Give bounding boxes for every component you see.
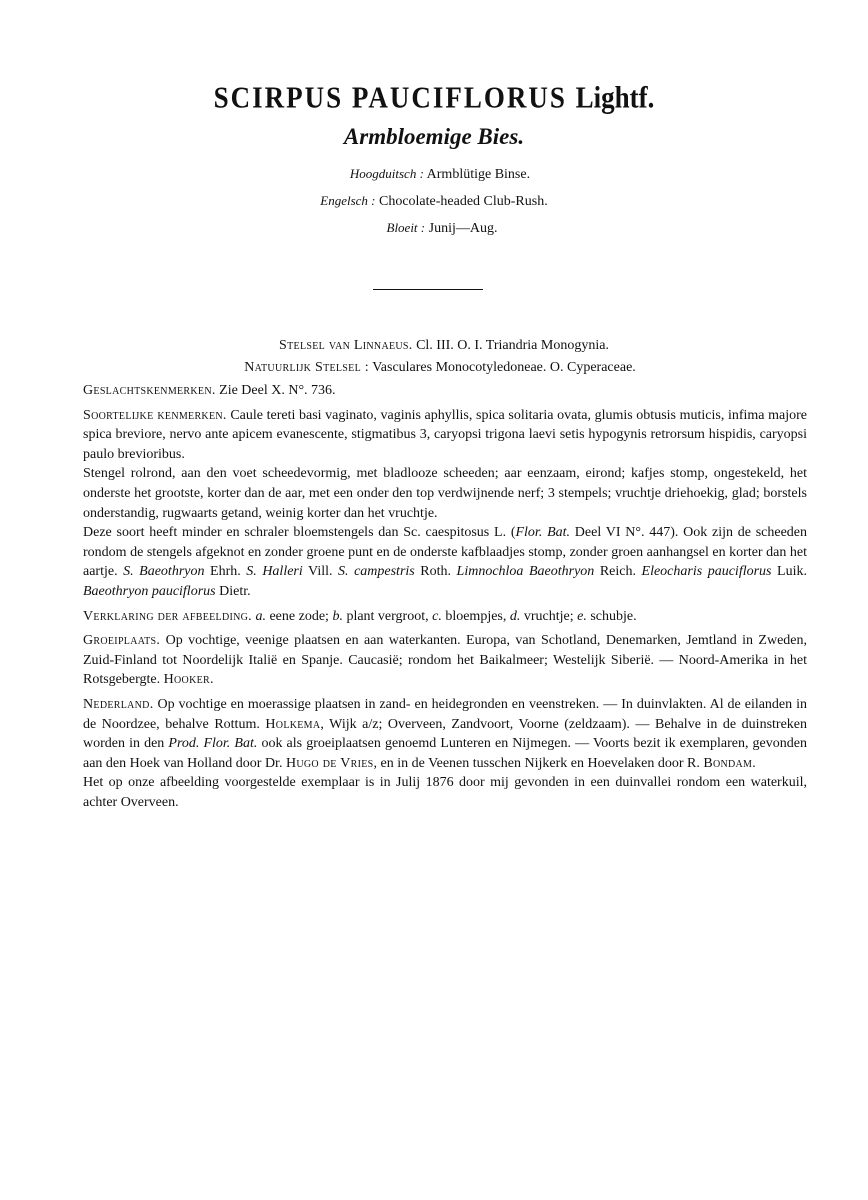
vernacular-english (0, 193, 868, 210)
genus-characters-label: Geslachtskenmerken. (83, 383, 216, 398)
stem-description (83, 464, 807, 523)
vernacular-german-label: Hoogduitsch : (349, 166, 424, 181)
natural-system (0, 360, 868, 376)
netherlands-text-1: Op vochtige en moerassige plaatsen in zand- en heidegronden en veenstreken. — In duinvlakten. Al de eilanden in de Noordzee, behalve Rottum. (83, 696, 807, 732)
genus-characters-text: Zie Deel X. N°. 736. (219, 383, 336, 398)
synonym-4: Limnochloa Baeothryon (456, 564, 595, 580)
comparison-text-1: Deze soort heeft minder en schraler bloemstengels dan Sc. caespitosus L. ( (83, 525, 516, 541)
figure-key-c-text: bloempjes, (441, 608, 510, 624)
linnaeus-system (0, 338, 868, 354)
figure-key-a-text: eene zode; (265, 608, 333, 624)
synonym-2: S. Halleri (246, 564, 303, 580)
netherlands-text-2: , Wijk a/z; Overveen, Zandvoort, Voorne (zeldzaam). — Behalve in de duinstreken worden in den (83, 716, 807, 752)
species-characters (83, 406, 807, 465)
vernacular-german (0, 166, 868, 183)
figure-key-b-text: plant vergroot, (342, 608, 433, 624)
species-name: SCIRPUS PAUCIFLORUS (213, 79, 567, 115)
figure-key-e: e. (577, 608, 587, 624)
synonym-5: Eleocharis pauciflorus (641, 564, 772, 580)
netherlands-source-bondam: Bondam. (703, 755, 757, 771)
vernacular-german-value: Armblütige Binse. (426, 167, 531, 182)
netherlands-text-4: , en in de Veenen tusschen Nijkerk en Hoevelaken door R. (373, 755, 704, 771)
figure-key-b: b. (332, 608, 343, 624)
habitat-source: Hooker. (163, 672, 214, 688)
figure-key-a: a. (255, 608, 266, 624)
synonym-6: Baeothryon pauciflorus (83, 583, 216, 599)
synonym-6-author: Dietr. (215, 583, 251, 599)
synonym-1: S. Baeothryon (123, 564, 205, 580)
species-characters-text: Caule tereti basi vaginato, vaginis aphyllis, spica solitaria ovata, glumis obtusis muticis, infima majore spica breviore, nervo ante apicem evanescente, stigmatibus 3, caryopsi trigona laevi setis hypogynis retrorsum hispidis, caryopsi paulo brevioribus. (83, 407, 807, 462)
prodromus-reference: Prod. Flor. Bat. (168, 736, 258, 752)
species-author: Lightf. (575, 79, 655, 115)
synonym-3: S. campestris (338, 564, 415, 580)
figure-key-c: c. (432, 608, 442, 624)
synonym-2-author: Vill. (302, 564, 339, 580)
flowering-value: Junij—Aug. (428, 221, 498, 236)
synonym-1-author: Ehrh. (204, 564, 247, 580)
flowering-label: Bloeit : (386, 220, 426, 235)
vernacular-english-value: Chocolate-headed Club-Rush. (378, 194, 548, 209)
figure-key-d-text: vruchtje; (520, 608, 578, 624)
natural-system-label: Natuurlijk Stelsel : (244, 360, 369, 375)
netherlands-label: Nederland. (83, 696, 154, 712)
divider-rule (373, 289, 483, 290)
page-subtitle: Armbloemige Bies. (343, 124, 525, 149)
figure-explanation (83, 607, 807, 627)
page-title (0, 80, 868, 116)
netherlands-source-holkema: Holkema (265, 716, 321, 732)
linnaeus-label: Stelsel van Linnaeus. (279, 338, 413, 353)
genus-characters (83, 381, 807, 401)
linnaeus-value: Cl. III. O. I. Triandria Monogynia. (416, 338, 609, 353)
habitat (83, 631, 807, 690)
specimen-note (83, 773, 807, 812)
flowering-period (0, 220, 868, 237)
flora-reference: Flor. Bat. (515, 525, 571, 541)
comparison-text-2: Deel VI N°. 447). Ook zijn de scheeden rondom de stengels afgeknot en zonder groene punt en de onderste kafblaadjes stomp, zonder groen aanhangsel en korter dan het aartje. (83, 525, 807, 580)
specimen-note-text: Het op onze afbeelding voorgestelde exemplaar is in Julij 1876 door mij gevonden in een duinvallei rondom een waterkuil, achter Overveen. (83, 775, 807, 810)
netherlands-distribution (83, 695, 807, 773)
synonym-5-author: Luik. (771, 564, 807, 580)
netherlands-source-devries: Hugo de Vries (285, 755, 374, 771)
figure-key-d: d. (509, 608, 521, 624)
habitat-text: Op vochtige, veenige plaatsen en aan waterkanten. Europa, van Schotland, Denemarken, Jemtland in Zweden, Zuid-Finland tot Noordelijk Italië en Spanje. Caucasië; rondom het Baikalmeer; Westelijk Siberië. — Noord-Amerika in het Rotsgebergte. (83, 633, 808, 688)
habitat-label: Groeiplaats. (83, 633, 161, 649)
figure-key-e-text: schubje. (586, 608, 637, 624)
species-characters-label: Soortelijke kenmerken. (83, 407, 227, 423)
netherlands-text-3: ook als groeiplaatsen genoemd Lunteren en Nijmegen. — Voorts bezit ik exemplaren, gevonden aan den Hoek van Holland door Dr. (83, 736, 807, 771)
description-body (83, 381, 807, 812)
synonym-4-author: Reich. (594, 564, 642, 580)
natural-system-value: Vasculares Monocotyledoneae. O. Cyperaceae. (372, 360, 636, 375)
stem-description-text: Stengel rolrond, aan den voet scheedevormig, met bladlooze scheeden; aar eenzaam, eirond; kafjes stomp, ongestekeld, het onderste het grootste, korter dan de aar, met een onder den top verdwijnende nerf; 3 stempels; vruchtje driehoekig, glad; borstels onderstandig, rugwaarts getand, weinig korter dan het vruchtje. (83, 466, 807, 521)
comparison-note (83, 523, 807, 601)
figure-explanation-label: Verklaring der afbeelding. (83, 608, 252, 624)
vernacular-english-label: Engelsch : (320, 193, 376, 208)
synonym-3-author: Roth. (414, 564, 457, 580)
